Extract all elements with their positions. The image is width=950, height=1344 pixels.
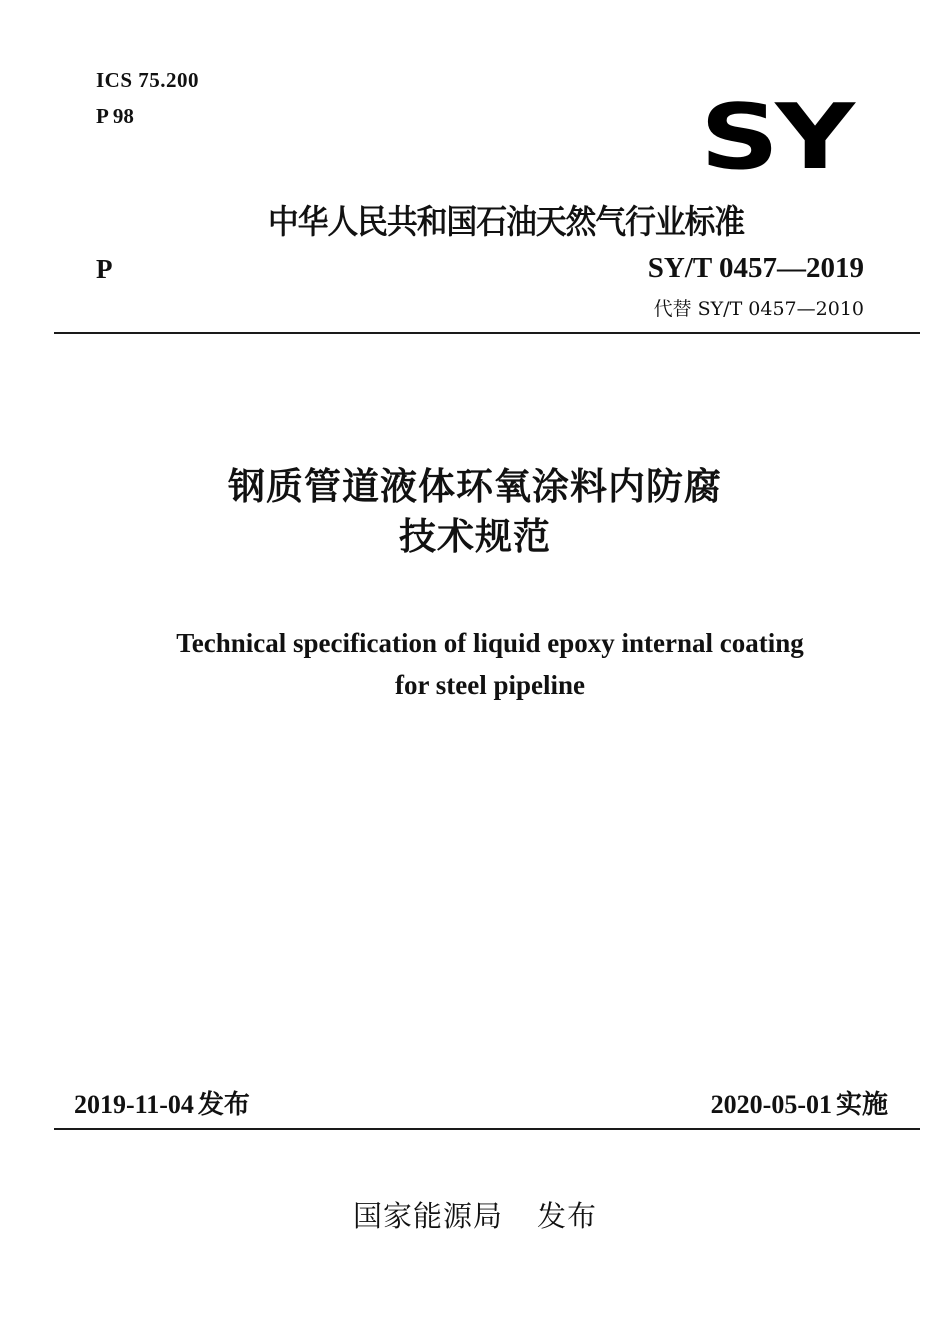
english-title-line-1: Technical specification of liquid epoxy internal coating (176, 628, 804, 658)
publish-label: 发布 (197, 1090, 250, 1120)
industry-standard-title: 中华人民共和国石油天然气行业标准 (268, 202, 745, 241)
classification-code: P 98 (96, 104, 134, 128)
standard-number: SY/T 0457—2019 (647, 252, 864, 284)
replaces-standard: 代替 SY/T 0457—2010 (653, 298, 864, 320)
ics-code: ICS 75.200 (96, 68, 200, 92)
chinese-title-line-2: 技术规范 (399, 515, 551, 558)
publish-date-block (74, 1084, 250, 1121)
chinese-title (0, 462, 950, 562)
implement-date: 2020-05-01 (710, 1090, 832, 1119)
issuer-action: 发布 (537, 1199, 598, 1233)
sy-logo: SY (700, 84, 851, 190)
issuer-line (0, 1194, 950, 1235)
implement-date-block (711, 1084, 888, 1121)
english-title (0, 622, 950, 706)
implement-label: 实施 (835, 1090, 888, 1120)
chinese-title-line-1: 钢质管道液体环氧涂料内防腐 (228, 465, 722, 508)
publish-date: 2019-11-04 (74, 1090, 194, 1119)
issuer-name: 国家能源局 (352, 1199, 503, 1233)
english-title-line-2: for steel pipeline (395, 670, 585, 700)
bottom-divider (54, 1128, 920, 1130)
top-divider (54, 332, 920, 334)
category-letter: P (96, 254, 113, 284)
